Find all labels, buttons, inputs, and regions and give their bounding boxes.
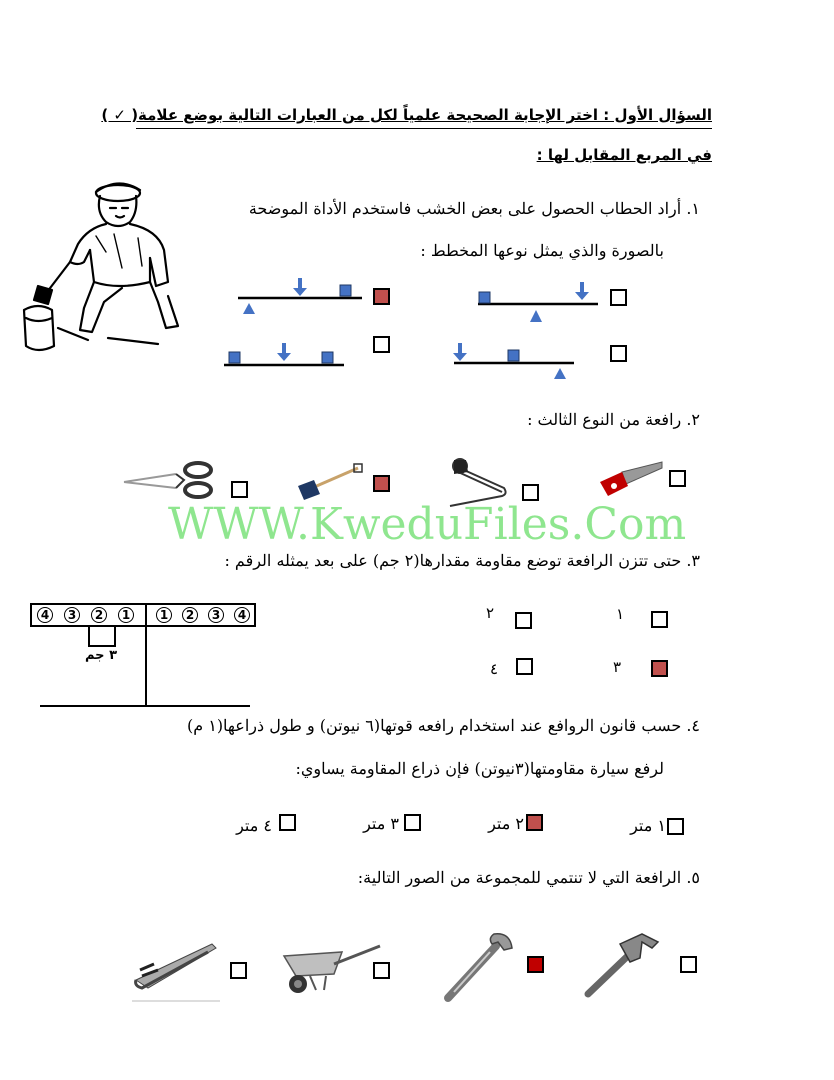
q3-option-1-checkbox[interactable] bbox=[651, 611, 668, 628]
left-number-4: 4 bbox=[37, 607, 53, 623]
q5-option-hammer-checkbox[interactable] bbox=[680, 956, 697, 973]
hammer-icon bbox=[582, 932, 664, 998]
q3-text: ٣. حتى تتزن الرافعة توضع مقاومة مقدارها(٢ جم) على بعد يمثله الرقم : bbox=[224, 551, 700, 570]
right-number-3: 3 bbox=[208, 607, 224, 623]
lever-diagram-4 bbox=[452, 343, 582, 383]
question-header-continued: في المربع المقابل لها : bbox=[536, 146, 712, 164]
tongs-icon bbox=[132, 940, 220, 1002]
q4-text-line2: لرفع سيارة مقاومتها(٣نيوتن) فإن ذراع المقاومة يساوي: bbox=[295, 759, 664, 778]
watermark: WWW.KweduFiles.Com bbox=[168, 499, 687, 550]
q5-text: ٥. الرافعة التي لا تنتمي للمجموعة من الصور التالية: bbox=[357, 868, 700, 887]
q2-option-scissors-checkbox[interactable] bbox=[231, 481, 248, 498]
q5-option-wheelbarrow-checkbox[interactable] bbox=[373, 962, 390, 979]
q3-option-3-checkbox[interactable] bbox=[651, 660, 668, 677]
right-number-4: 4 bbox=[234, 607, 250, 623]
q5-option-wrench-checkbox[interactable] bbox=[527, 956, 544, 973]
q3-option-1-label: ١ bbox=[616, 605, 625, 623]
scissors-icon bbox=[120, 460, 216, 500]
q1-option-4-checkbox[interactable] bbox=[610, 345, 627, 362]
lever-diagram-3 bbox=[222, 343, 352, 373]
q1-text: ١. أراد الحطاب الحصول على بعض الخشب فاستخدم الأداة الموضحة bbox=[248, 199, 700, 218]
q4-option-3-checkbox[interactable] bbox=[404, 814, 421, 831]
q1-text-line2: بالصورة والذي يمثل نوعها المخطط : bbox=[420, 241, 664, 260]
q2-option-shovel-checkbox[interactable] bbox=[373, 475, 390, 492]
q2-option-saw-checkbox[interactable] bbox=[669, 470, 686, 487]
q1-option-2-checkbox[interactable] bbox=[610, 289, 627, 306]
q4-option-3-label: ٣ متر bbox=[363, 814, 399, 833]
weight-box bbox=[88, 627, 116, 647]
q4-option-4-label: ٤ متر bbox=[236, 816, 272, 835]
q3-option-2-checkbox[interactable] bbox=[515, 612, 532, 629]
balance-pivot bbox=[145, 603, 147, 707]
q3-option-2-label: ٢ bbox=[486, 604, 495, 622]
wrench-icon bbox=[440, 928, 516, 1004]
balance-diagram bbox=[30, 603, 260, 708]
left-number-3: 3 bbox=[64, 607, 80, 623]
q2-text: ٢. رافعة من النوع الثالث : bbox=[527, 410, 700, 429]
q1-option-3-checkbox[interactable] bbox=[373, 336, 390, 353]
lever-diagram-2 bbox=[476, 282, 606, 324]
shovel-icon bbox=[296, 460, 366, 502]
q3-option-3-label: ٣ bbox=[613, 658, 622, 676]
woodcutter-image bbox=[18, 178, 186, 353]
q4-option-2-label: ٢ متر bbox=[488, 814, 524, 833]
balance-base bbox=[40, 705, 250, 707]
q4-text: ٤. حسب قانون الروافع عند استخدام رافعه قوتها(٦ نيوتن) و طول ذراعها(١ م) bbox=[186, 716, 700, 735]
weight-label: ٣ جم bbox=[84, 648, 118, 663]
q3-option-4-checkbox[interactable] bbox=[516, 658, 533, 675]
left-number-2: 2 bbox=[91, 607, 107, 623]
saw-icon bbox=[598, 460, 664, 498]
q5-option-tongs-checkbox[interactable] bbox=[230, 962, 247, 979]
left-number-1: 1 bbox=[118, 607, 134, 623]
wheelbarrow-icon bbox=[276, 938, 382, 996]
q4-option-4-checkbox[interactable] bbox=[279, 814, 296, 831]
q3-option-4-label: ٤ bbox=[490, 660, 499, 678]
lever-diagram-1 bbox=[236, 278, 366, 320]
q1-option-1-checkbox[interactable] bbox=[373, 288, 390, 305]
right-number-1: 1 bbox=[156, 607, 172, 623]
question-header: السؤال الأول : اختر الإجابة الصحيحة علمياً لكل من العبارات التالية بوضع علامة( ✓ ) bbox=[101, 106, 712, 124]
q4-option-1-label: ١ متر bbox=[630, 816, 666, 835]
right-number-2: 2 bbox=[182, 607, 198, 623]
q4-option-2-checkbox[interactable] bbox=[526, 814, 543, 831]
header-divider bbox=[136, 128, 712, 129]
q4-option-1-checkbox[interactable] bbox=[667, 818, 684, 835]
